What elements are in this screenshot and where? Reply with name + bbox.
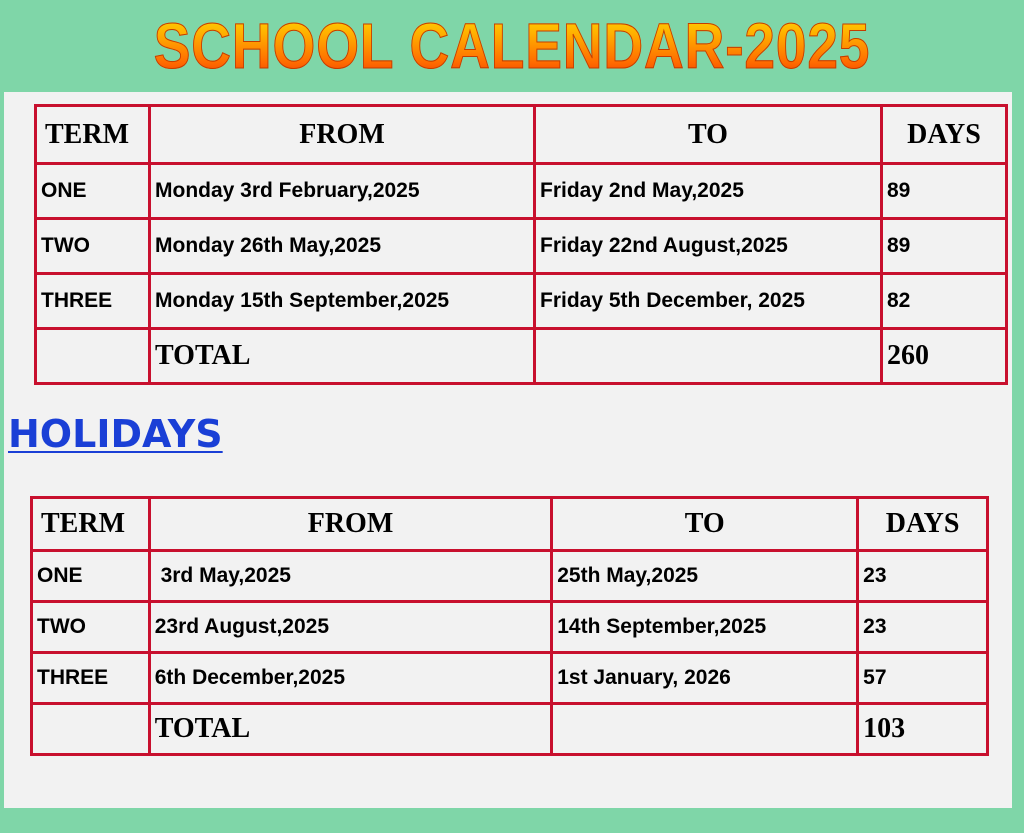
holidays-table <box>30 496 989 756</box>
page-title: SCHOOL CALENDAR-2025 <box>72 4 953 88</box>
holidays-header-days: DAYS <box>858 498 988 551</box>
terms-row-three <box>36 274 1007 329</box>
empty-cell <box>552 704 858 755</box>
term-to: Friday 2nd May,2025 <box>535 164 882 219</box>
holidays-heading: HOLIDAYS <box>8 412 223 456</box>
term-to: Friday 5th December, 2025 <box>535 274 882 329</box>
holidays-row-three <box>32 653 988 704</box>
holiday-to: 1st January, 2026 <box>552 653 858 704</box>
term-from: Monday 15th September,2025 <box>150 274 535 329</box>
holidays-header-from: FROM <box>149 498 552 551</box>
calendar-panel <box>4 92 1012 808</box>
empty-cell <box>535 329 882 384</box>
holiday-term: TWO <box>32 602 150 653</box>
empty-cell <box>36 329 150 384</box>
terms-total-days: 260 <box>882 329 1007 384</box>
term-from: Monday 26th May,2025 <box>150 219 535 274</box>
empty-cell <box>32 704 150 755</box>
holidays-total-days: 103 <box>858 704 988 755</box>
holidays-row-two <box>32 602 988 653</box>
terms-total-row <box>36 329 1007 384</box>
terms-table <box>34 104 1008 385</box>
holiday-from: 23rd August,2025 <box>149 602 552 653</box>
holiday-term: THREE <box>32 653 150 704</box>
terms-header-days: DAYS <box>882 106 1007 164</box>
terms-total-label: TOTAL <box>150 329 535 384</box>
holiday-to: 14th September,2025 <box>552 602 858 653</box>
holidays-header-row <box>32 498 988 551</box>
term-days: 89 <box>882 164 1007 219</box>
holiday-days: 23 <box>858 602 988 653</box>
term-from: Monday 3rd February,2025 <box>150 164 535 219</box>
terms-header-to: TO <box>535 106 882 164</box>
holidays-header-to: TO <box>552 498 858 551</box>
holiday-from: 3rd May,2025 <box>149 551 552 602</box>
holiday-from: 6th December,2025 <box>149 653 552 704</box>
terms-header-row <box>36 106 1007 164</box>
term-name: ONE <box>36 164 150 219</box>
terms-row-one <box>36 164 1007 219</box>
terms-header-term: TERM <box>36 106 150 164</box>
term-days: 82 <box>882 274 1007 329</box>
term-name: THREE <box>36 274 150 329</box>
holiday-term: ONE <box>32 551 150 602</box>
term-name: TWO <box>36 219 150 274</box>
terms-row-two <box>36 219 1007 274</box>
holidays-header-term: TERM <box>32 498 150 551</box>
holidays-total-row <box>32 704 988 755</box>
holiday-to: 25th May,2025 <box>552 551 858 602</box>
holiday-days: 57 <box>858 653 988 704</box>
terms-header-from: FROM <box>150 106 535 164</box>
holidays-row-one <box>32 551 988 602</box>
term-to: Friday 22nd August,2025 <box>535 219 882 274</box>
term-days: 89 <box>882 219 1007 274</box>
holidays-total-label: TOTAL <box>149 704 552 755</box>
holiday-days: 23 <box>858 551 988 602</box>
